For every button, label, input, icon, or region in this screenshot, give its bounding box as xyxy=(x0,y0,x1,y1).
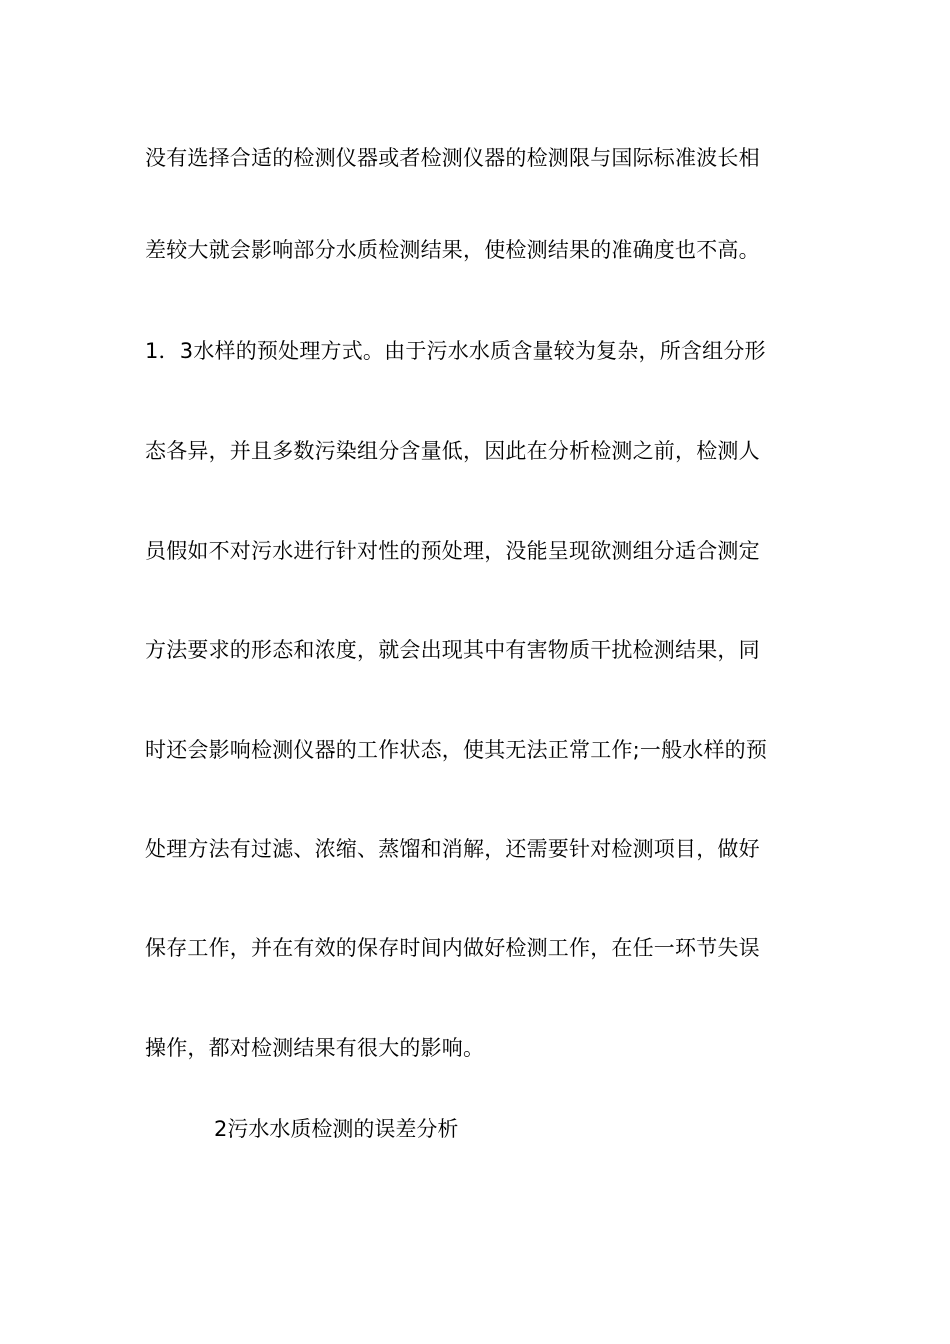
section-heading: 2污水水质检测的误差分析 xyxy=(214,1117,459,1141)
paragraph-line: 处理方法有过滤、浓缩、蒸馏和消解，还需要针对检测项目，做好 xyxy=(145,837,760,861)
paragraph-line: 没有选择合适的检测仪器或者检测仪器的检测限与国际标准波长相 xyxy=(145,146,760,170)
paragraph-line: 员假如不对污水进行针对性的预处理，没能呈现欲测组分适合测定 xyxy=(145,539,760,563)
paragraph-line: 1．3水样的预处理方式。由于污水水质含量较为复杂，所含组分形 xyxy=(145,339,766,363)
paragraph-line: 保存工作，并在有效的保存时间内做好检测工作，在任一环节失误 xyxy=(145,936,760,960)
paragraph-line: 方法要求的形态和浓度，就会出现其中有害物质干扰检测结果，同 xyxy=(145,638,760,662)
paragraph-line: 差较大就会影响部分水质检测结果，使检测结果的准确度也不高。 xyxy=(145,238,760,262)
paragraph-line: 时还会影响检测仪器的工作状态，使其无法正常工作;一般水样的预 xyxy=(145,738,768,762)
paragraph-line: 操作，都对检测结果有很大的影响。 xyxy=(145,1036,485,1060)
paragraph-line: 态各异，并且多数污染组分含量低，因此在分析检测之前，检测人 xyxy=(145,439,760,463)
